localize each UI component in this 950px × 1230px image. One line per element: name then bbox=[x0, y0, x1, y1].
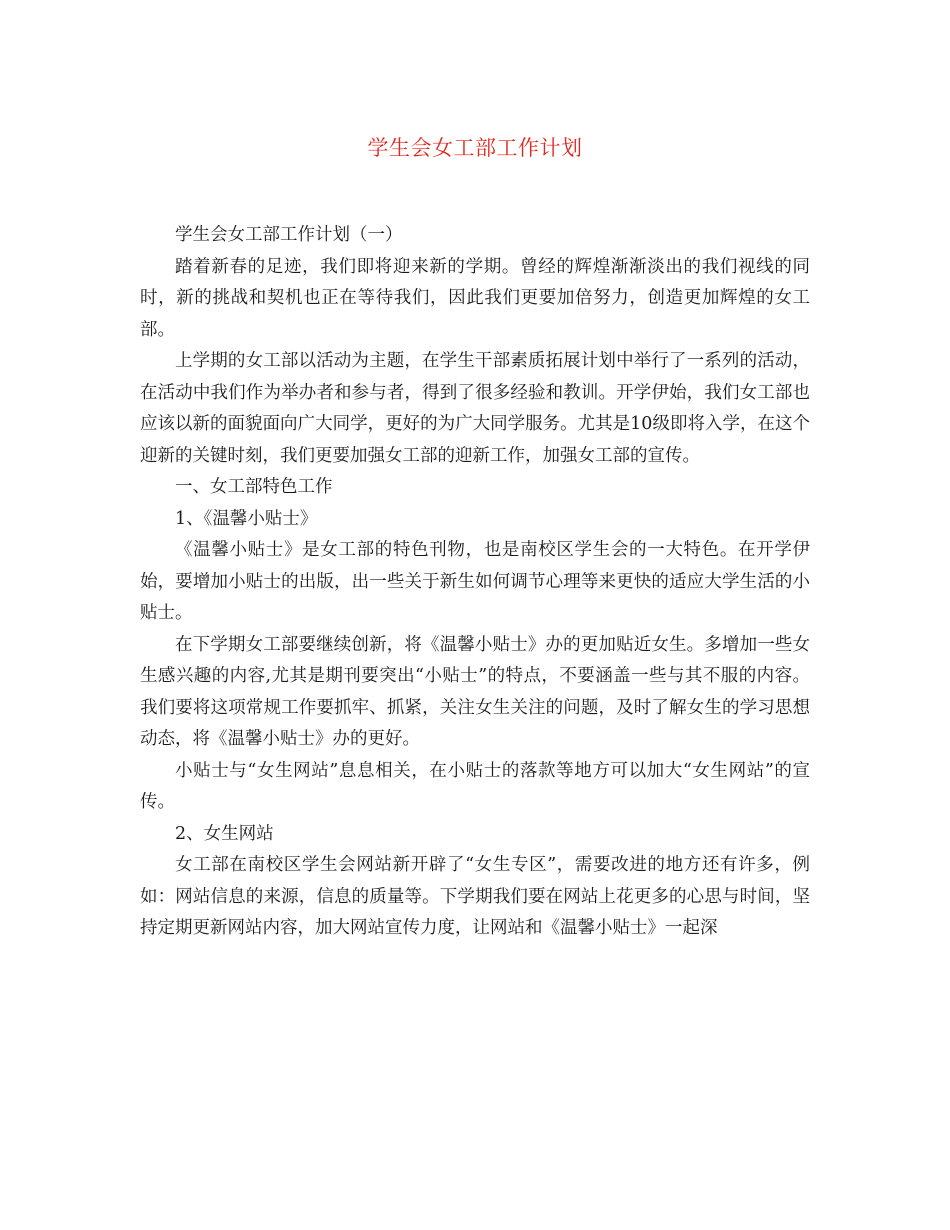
subsection-heading: 1、《温馨小贴士》 bbox=[175, 508, 318, 529]
section-heading: 一、女工部特色工作 bbox=[175, 477, 333, 497]
body-paragraph: 《温馨小贴士》是女工部的特色刊物，也是南校区学生会的一大特色。在开学伊始，要增加小贴士的出版，出一些关于新生如何调节心理等来更快的适应大学生活的小贴士。 bbox=[140, 540, 810, 623]
body-paragraph: 上学期的女工部以活动为主题，在学生干部素质拓展计划中举行了一系列的活动，在活动中我们作为举办者和参与者，得到了很多经验和教训。开学伊始，我们女工部也应该以新的面貌面向广大同学，更好的为广大同学服务。尤其是10级即将入学，在这个迎新的关键时刻，我们更要加强女工部的迎新工作，加强女工部的宣传。 bbox=[140, 351, 810, 466]
document-body bbox=[140, 220, 810, 945]
body-paragraph: 女工部在南校区学生会网站新开辟了“女生专区”，需要改进的地方还有许多，例如：网站信息的来源，信息的质量等。下学期我们要在网站上花更多的心思与时间，坚持定期更新网站内容，加大网站宣传力度，让网站和《温馨小贴士》一起深 bbox=[140, 855, 810, 938]
body-paragraph: 在下学期女工部要继续创新，将《温馨小贴士》办的更加贴近女生。多增加一些女生感兴趣的内容,尤其是期刊要突出“小贴士”的特点，不要涵盖一些与其不服的内容。我们要将这项常规工作要抓牢、抓紧，关注女生关注的问题，及时了解女生的学习思想动态，将《温馨小贴士》办的更好。 bbox=[140, 634, 810, 749]
subsection-heading: 2、女生网站 bbox=[175, 823, 274, 844]
document-title: 学生会女工部工作计划 bbox=[367, 136, 583, 160]
body-paragraph: 小贴士与“女生网站”息息相关，在小贴士的落款等地方可以加大“女生网站”的宣传。 bbox=[140, 760, 810, 812]
subtitle-paragraph: 学生会女工部工作计划（一） bbox=[175, 225, 403, 245]
body-paragraph: 踏着新春的足迹，我们即将迎来新的学期。曾经的辉煌渐渐淡出的我们视线的同时，新的挑战和契机也正在等待我们，因此我们更要加倍努力，创造更加辉煌的女工部。 bbox=[140, 256, 810, 340]
